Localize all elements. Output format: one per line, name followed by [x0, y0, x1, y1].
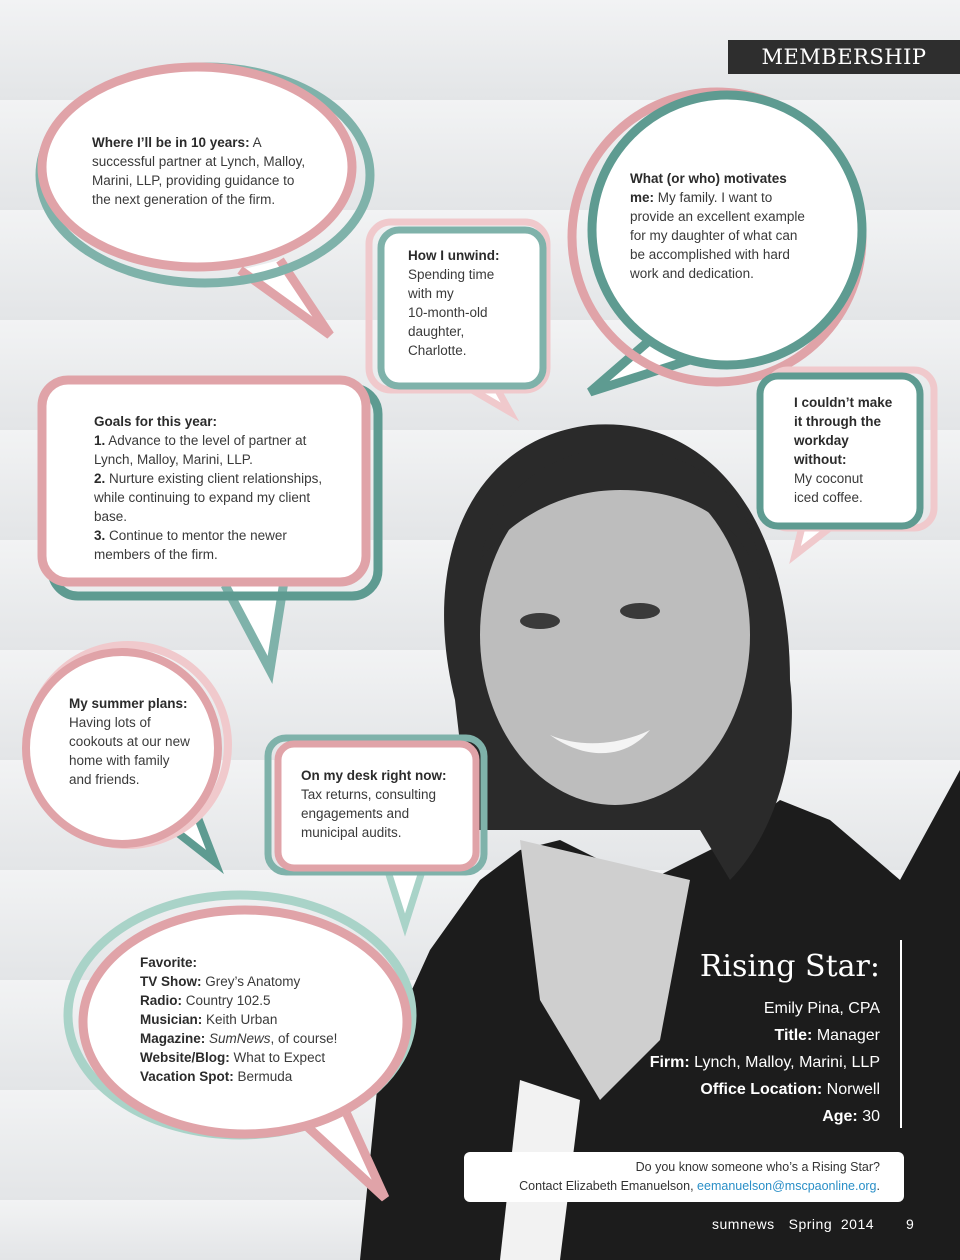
profile-firm: Firm: Lynch, Malloy, Marini, LLP	[649, 1054, 880, 1071]
issue-label: Spring 2014	[788, 1216, 875, 1232]
goals-label: Goals for this year:	[94, 414, 218, 429]
summer-text: My summer plans: Having lots of cookouts at our new home with family and friends.	[69, 696, 190, 787]
contact-line: Contact Elizabeth Emanuelson, eemanuelson@mscpaonline.org.	[519, 1179, 880, 1193]
profile-office: Office Location: Norwell	[700, 1081, 880, 1098]
favorite-text: Favorite: TV Show: Grey’s Anatomy Radio: Country 102.5 Musician: Keith Urban Magazine: SumNews, of course! Website/Blog: What to Expect Vacation Spot: Bermuda	[140, 955, 338, 1084]
coffee-text: I couldn’t make it through the workday without: My coconut iced coffee.	[794, 395, 893, 505]
page-number: 9	[906, 1216, 915, 1232]
contact-question: Do you know someone who’s a Rising Star?	[635, 1160, 880, 1174]
goals-text: Goals for this year: 1. Advance to the level of partner at Lynch, Malloy, Marini, LLP. 2. Nurture existing client relationships, while continuing to expand my client base. 3. Continue to mentor the newer members of the firm.	[94, 414, 323, 562]
page-footer	[712, 1216, 928, 1232]
profile-block	[540, 945, 880, 1130]
rising-star-heading: Rising Star:	[699, 949, 880, 984]
ten-years-label: Where I’ll be in 10 years:	[92, 135, 250, 150]
profile-name: Emily Pina, CPA	[763, 1000, 880, 1017]
motivates-label: What (or who) motivates	[630, 171, 787, 186]
unwind-text: How I unwind: Spending time with my 10-month-old daughter, Charlotte.	[408, 248, 500, 358]
motivates-text: What (or who) motivates me: My family. I want to provide an excellent example for my daughter of what can be accomplished with hard work and dedication.	[630, 171, 805, 281]
desk-label: On my desk right now:	[301, 768, 447, 783]
contact-box	[464, 1152, 904, 1202]
favorite-label: Favorite:	[140, 955, 198, 970]
profile-age: Age: 30	[822, 1108, 880, 1125]
ten-years-text: Where I’ll be in 10 years: A successful partner at Lynch, Malloy, Marini, LLP, providing guidance to the next generation of the firm.	[92, 135, 306, 207]
contact-email-link[interactable]: eemanuelson@mscpaonline.org	[697, 1179, 877, 1193]
publication-name: sumnews	[712, 1216, 775, 1232]
profile-divider	[900, 940, 902, 1128]
desk-text: On my desk right now: Tax returns, consulting engagements and municipal audits.	[301, 768, 447, 840]
unwind-label: How I unwind:	[408, 248, 500, 263]
profile-title: Title: Manager	[774, 1027, 880, 1044]
section-banner: MEMBERSHIP	[728, 40, 960, 74]
summer-label: My summer plans:	[69, 696, 188, 711]
